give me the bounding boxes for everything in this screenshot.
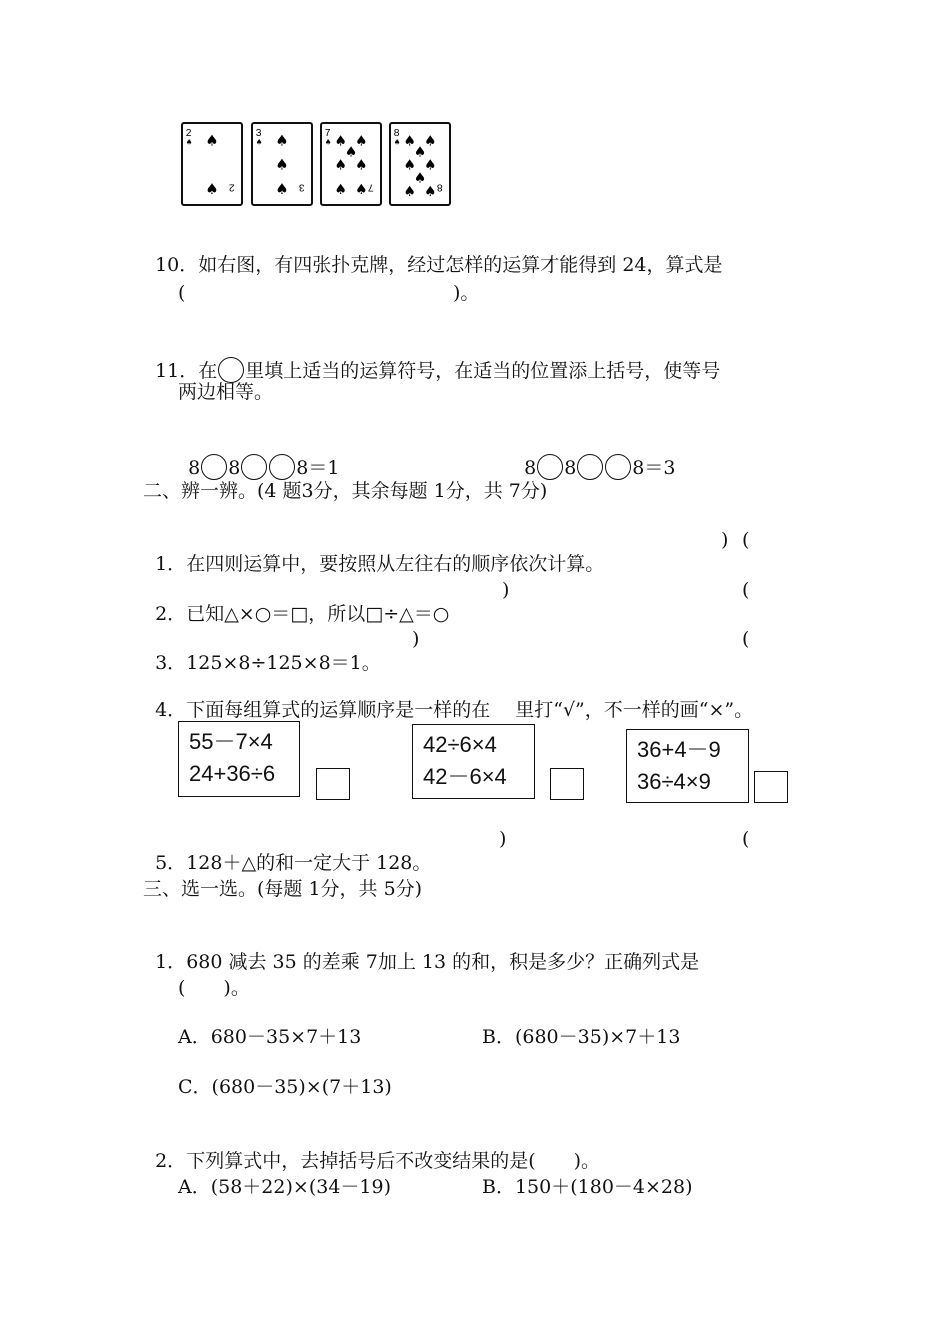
svg-text:♠: ♠ [355,157,368,174]
expression-group-1: 55－7×4 24+36÷6 [178,721,300,797]
answer-blank: ( [178,282,186,304]
playing-card-8-spades [389,122,451,206]
answer-square[interactable] [754,771,788,803]
option-b[interactable]: B．150＋(180－4×28) [482,1176,693,1198]
card-rank: 7 [324,127,331,139]
svg-text:♠: ♠ [275,179,289,198]
question-10 [143,229,723,277]
svg-text:2: 2 [228,181,235,193]
playing-card-3-spades [251,122,313,206]
circle-blank-icon[interactable] [269,454,295,480]
question-number: 11． [155,360,199,382]
playing-card-7-spades [320,122,382,206]
circle-blank-icon[interactable] [241,454,267,480]
judge-item-2: 2．已知△×○＝□，所以□÷△＝○ [155,603,450,625]
option-a[interactable]: A．(58＋22)×(34－19) [178,1176,391,1198]
circle-blank-icon[interactable] [577,454,603,480]
svg-text:3: 3 [298,181,305,193]
judge-open-paren[interactable]: ( [742,579,750,601]
svg-text:♠: ♠ [393,137,401,147]
svg-text:♠: ♠ [424,183,437,200]
circle-blank-icon[interactable] [201,454,227,480]
question-text: 如右图，有四张扑克牌，经过怎样的运算才能得到 24，算式是 [198,254,723,276]
option-b[interactable]: B．(680－35)×7＋13 [482,1026,681,1048]
svg-text:♠: ♠ [275,155,289,174]
card-rank: 2 [185,127,192,139]
question-number: 10． [155,254,199,276]
circle-blank-icon[interactable] [537,454,563,480]
judge-item-1: 1．在四则运算中，要按照从左往右的顺序依次计算。 [155,553,605,575]
svg-text:♠: ♠ [413,144,427,161]
question-text: 里填上适当的运算符号，在适当的位置添上括号，使等号 [245,360,721,382]
choice-question-1: 1．680 减去 35 的差乘 7加上 13 的和，积是多少？正确列式是 [155,951,700,973]
svg-text:♠: ♠ [424,157,437,174]
circle-blank-icon[interactable] [605,454,631,480]
judge-open-paren[interactable]: ( [742,828,750,850]
section-heading-3: 三、选一选。(每题 1分，共 5分) [143,878,423,900]
svg-text:♠: ♠ [205,179,219,198]
svg-text:♠: ♠ [355,181,368,198]
option-c[interactable]: C．(680－35)×(7＋13) [178,1076,392,1098]
svg-text:♠: ♠ [403,183,416,200]
svg-text:♠: ♠ [403,133,416,150]
svg-text:7: 7 [367,181,374,193]
svg-text:♠: ♠ [255,137,263,147]
svg-text:♠: ♠ [334,133,347,150]
svg-text:♠: ♠ [403,157,416,174]
judge-open-paren[interactable]: ( [742,529,750,551]
svg-text:♠: ♠ [334,157,347,174]
expression-group-2: 42÷6×4 42－6×4 [412,724,535,799]
svg-text:♠: ♠ [185,137,193,147]
equation-1: 8 8 8＝1 [176,430,339,480]
svg-text:♠: ♠ [334,181,347,198]
svg-text:♠: ♠ [205,131,219,150]
judge-close-paren: ) [412,628,420,650]
question-11-line2: 两边相等。 [178,381,274,403]
judge-item-3: 3．125×8÷125×8＝1。 [155,652,381,674]
answer-blank[interactable]: ( )。 [178,977,250,999]
question-11: 11．在 里填上适当的运算符号，在适当的位置添上括号，使等号 [143,333,720,383]
svg-text:♠: ♠ [344,144,358,161]
judge-close-paren: ) [721,529,729,551]
svg-text:♠: ♠ [324,137,332,147]
judge-item-5: 5．128＋△的和一定大于 128。 [155,852,432,874]
section-heading-2: 二、辨一辨。(4 题3分，其余每题 1分，共 7分) [143,480,548,502]
equation-2: 8 8 8＝3 [512,430,675,480]
answer-square[interactable] [316,768,350,800]
option-a[interactable]: A．680－35×7＋13 [178,1026,362,1048]
judge-close-paren: ) [502,579,510,601]
svg-text:8: 8 [436,181,443,193]
judge-item-4: 4．下面每组算式的运算顺序是一样的在 里打“√”，不一样的画“×”。 [155,699,754,721]
judge-open-paren[interactable]: ( [742,628,750,650]
expression-group-3: 36+4－9 36÷4×9 [626,729,749,803]
card-rank: 8 [393,127,400,139]
answer-blank-close: )。 [453,282,480,304]
card-rank: 3 [255,127,262,139]
svg-text:♠: ♠ [424,133,437,150]
answer-square[interactable] [550,768,584,800]
svg-text:♠: ♠ [355,133,368,150]
choice-question-2: 2．下列算式中，去掉括号后不改变结果的是( )。 [155,1150,601,1172]
svg-text:♠: ♠ [413,170,427,187]
svg-text:♠: ♠ [275,131,289,150]
playing-card-2-spades [181,122,243,206]
judge-close-paren: ) [499,828,507,850]
